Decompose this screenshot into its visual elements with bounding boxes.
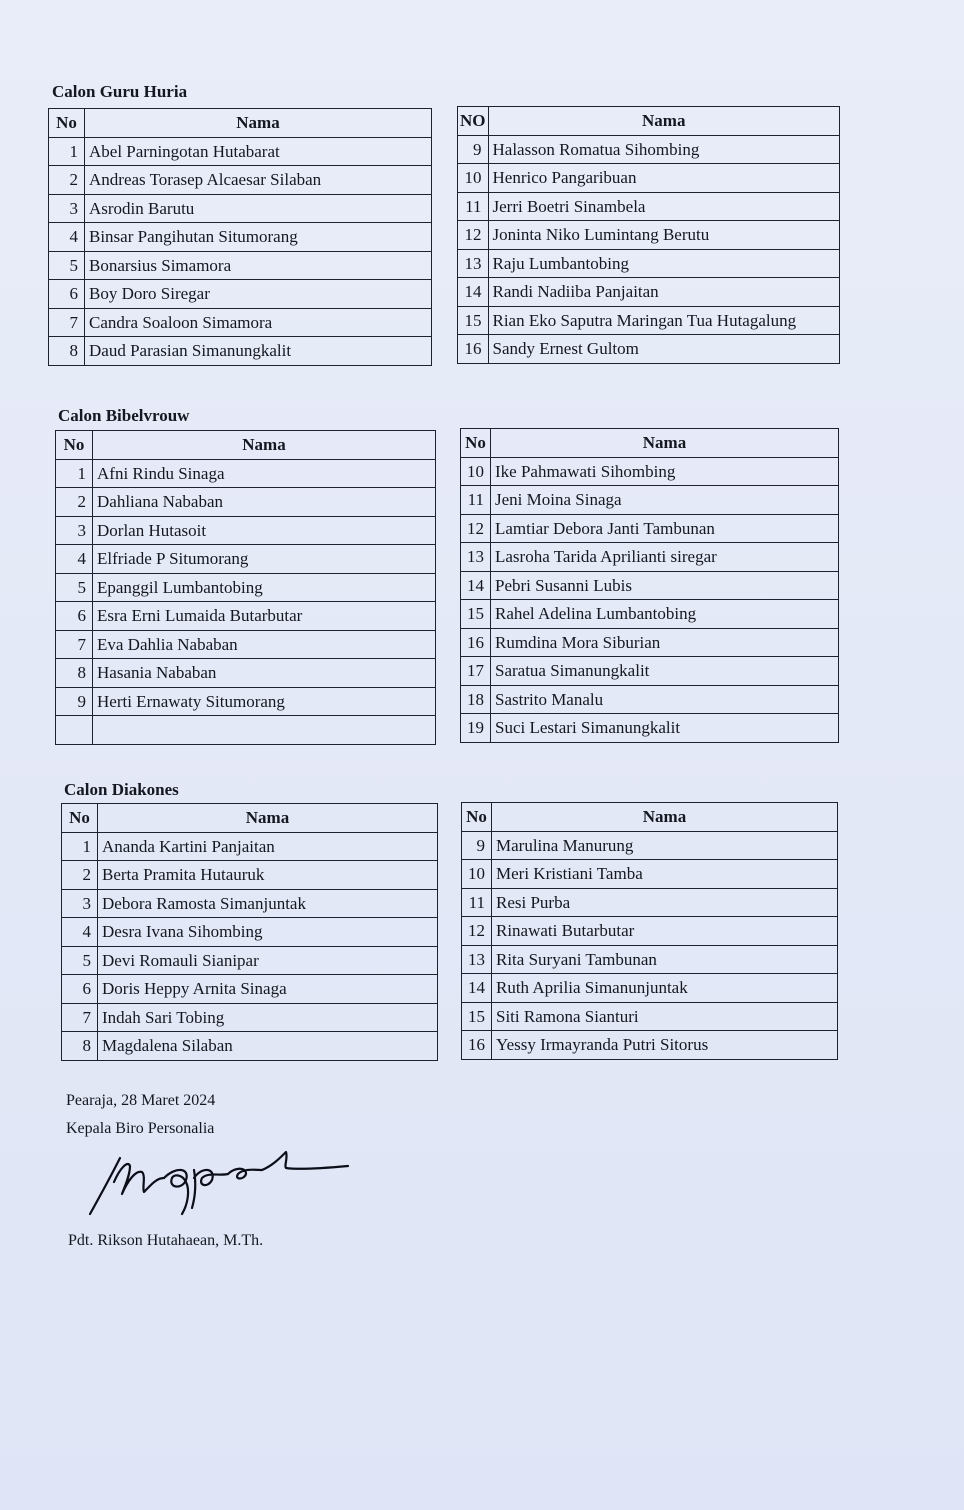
- row-number: 12: [461, 514, 491, 543]
- row-number: 7: [56, 630, 93, 659]
- table-row: [49, 223, 432, 252]
- row-number: 11: [462, 888, 492, 917]
- row-number: 15: [458, 306, 489, 335]
- row-number: 11: [458, 192, 489, 221]
- table-row: [49, 280, 432, 309]
- row-number: 3: [56, 516, 93, 545]
- table-row: [461, 543, 839, 572]
- section-title-diakones: Calon Diakones: [64, 780, 179, 799]
- row-name: Afni Rindu Sinaga: [93, 459, 436, 488]
- table-row: [461, 571, 839, 600]
- table-row: [458, 249, 840, 278]
- table-row: [458, 164, 840, 193]
- row-name: Saratua Simanungkalit: [491, 657, 839, 686]
- table-row: [62, 975, 438, 1004]
- table-row: [56, 602, 436, 631]
- header-no: NO: [458, 107, 489, 136]
- header-no: No: [462, 803, 492, 832]
- table-header-row: [462, 803, 838, 832]
- table-row: [49, 194, 432, 223]
- table-row: [462, 860, 838, 889]
- row-number: 13: [462, 945, 492, 974]
- table-row: [458, 306, 840, 335]
- row-number: 16: [461, 628, 491, 657]
- table-header-row: [458, 107, 840, 136]
- table-row: [56, 459, 436, 488]
- section-title-guru-huria: Calon Guru Huria: [52, 82, 188, 101]
- row-number: 9: [56, 687, 93, 716]
- table-header-row: [56, 431, 436, 460]
- row-number: 9: [462, 831, 492, 860]
- signatory-position: Kepala Biro Personalia: [66, 1120, 215, 1137]
- table-row: [458, 221, 840, 250]
- row-name: Binsar Pangihutan Situmorang: [85, 223, 432, 252]
- row-name: Jerri Boetri Sinambela: [488, 192, 840, 221]
- header-no: No: [56, 431, 93, 460]
- table-row: [56, 488, 436, 517]
- row-number: 7: [49, 308, 85, 337]
- row-number: 2: [56, 488, 93, 517]
- row-number: 1: [62, 832, 98, 861]
- table-row: [461, 657, 839, 686]
- row-number: 10: [458, 164, 489, 193]
- diakones-table-right: [461, 802, 838, 1060]
- row-number: 10: [461, 457, 491, 486]
- row-name: Resi Purba: [492, 888, 838, 917]
- row-name: Rahel Adelina Lumbantobing: [491, 600, 839, 629]
- header-nama: Nama: [98, 804, 438, 833]
- row-name: Dorlan Hutasoit: [93, 516, 436, 545]
- row-name: Daud Parasian Simanungkalit: [85, 337, 432, 366]
- row-name: Joninta Niko Lumintang Berutu: [488, 221, 840, 250]
- row-name: Raju Lumbantobing: [488, 249, 840, 278]
- table-row: [462, 831, 838, 860]
- row-name: Desra Ivana Sihombing: [98, 918, 438, 947]
- row-number: 16: [462, 1031, 492, 1060]
- table-row: [56, 659, 436, 688]
- row-number: 13: [461, 543, 491, 572]
- section-title-bibelvrouw: Calon Bibelvrouw: [58, 406, 190, 425]
- row-number: 4: [56, 545, 93, 574]
- table-row: [458, 135, 840, 164]
- row-name: Halasson Romatua Sihombing: [488, 135, 840, 164]
- row-number: 6: [49, 280, 85, 309]
- row-number: 8: [62, 1032, 98, 1061]
- row-number: 15: [461, 600, 491, 629]
- header-nama: Nama: [488, 107, 840, 136]
- table-row: [56, 630, 436, 659]
- table-row: [49, 308, 432, 337]
- table-row: [461, 457, 839, 486]
- table-row: [461, 600, 839, 629]
- row-number: 5: [49, 251, 85, 280]
- row-name: [93, 716, 436, 745]
- row-name: Indah Sari Tobing: [98, 1003, 438, 1032]
- row-name: Sandy Ernest Gultom: [488, 335, 840, 364]
- header-nama: Nama: [492, 803, 838, 832]
- row-number: 3: [62, 889, 98, 918]
- row-name: Doris Heppy Arnita Sinaga: [98, 975, 438, 1004]
- row-name: Boy Doro Siregar: [85, 280, 432, 309]
- row-name: Candra Soaloon Simamora: [85, 308, 432, 337]
- table-row: [49, 251, 432, 280]
- row-number: 14: [461, 571, 491, 600]
- row-number: 14: [462, 974, 492, 1003]
- header-nama: Nama: [491, 429, 839, 458]
- table-row: [62, 832, 438, 861]
- row-name: Lamtiar Debora Janti Tambunan: [491, 514, 839, 543]
- table-row: [461, 685, 839, 714]
- row-number: 6: [62, 975, 98, 1004]
- row-name: Magdalena Silaban: [98, 1032, 438, 1061]
- row-name: Asrodin Barutu: [85, 194, 432, 223]
- row-name: Eva Dahlia Nababan: [93, 630, 436, 659]
- row-name: Devi Romauli Sianipar: [98, 946, 438, 975]
- handwritten-signature: [86, 1148, 356, 1224]
- bibelvrouw-table-right: [460, 428, 839, 743]
- header-nama: Nama: [93, 431, 436, 460]
- row-number: 14: [458, 278, 489, 307]
- row-number: 8: [49, 337, 85, 366]
- table-row: [458, 335, 840, 364]
- row-name: Ike Pahmawati Sihombing: [491, 457, 839, 486]
- table-row: [56, 716, 436, 745]
- row-number: 13: [458, 249, 489, 278]
- row-name: Ruth Aprilia Simanunjuntak: [492, 974, 838, 1003]
- row-name: Bonarsius Simamora: [85, 251, 432, 280]
- row-name: Rita Suryani Tambunan: [492, 945, 838, 974]
- table-row: [62, 861, 438, 890]
- row-name: Henrico Pangaribuan: [488, 164, 840, 193]
- table-row: [462, 945, 838, 974]
- row-name: Dahliana Nababan: [93, 488, 436, 517]
- row-name: Siti Ramona Sianturi: [492, 1002, 838, 1031]
- row-name: Marulina Manurung: [492, 831, 838, 860]
- table-row: [462, 974, 838, 1003]
- table-row: [462, 1031, 838, 1060]
- row-name: Abel Parningotan Hutabarat: [85, 137, 432, 166]
- row-number: 17: [461, 657, 491, 686]
- row-name: Esra Erni Lumaida Butarbutar: [93, 602, 436, 631]
- row-name: Epanggil Lumbantobing: [93, 573, 436, 602]
- diakones-table-left: [61, 803, 438, 1061]
- header-no: No: [461, 429, 491, 458]
- row-name: Lasroha Tarida Aprilianti siregar: [491, 543, 839, 572]
- row-name: Randi Nadiiba Panjaitan: [488, 278, 840, 307]
- table-header-row: [62, 804, 438, 833]
- row-number: 19: [461, 714, 491, 743]
- row-number: 1: [56, 459, 93, 488]
- row-number: 1: [49, 137, 85, 166]
- row-name: Suci Lestari Simanungkalit: [491, 714, 839, 743]
- guru-huria-table-right: [457, 106, 840, 364]
- table-row: [62, 889, 438, 918]
- row-name: Jeni Moina Sinaga: [491, 486, 839, 515]
- row-number: 16: [458, 335, 489, 364]
- row-number: 2: [49, 166, 85, 195]
- row-number: 4: [62, 918, 98, 947]
- row-name: Meri Kristiani Tamba: [492, 860, 838, 889]
- table-row: [462, 888, 838, 917]
- row-number: 11: [461, 486, 491, 515]
- row-name: Debora Ramosta Simanjuntak: [98, 889, 438, 918]
- table-row: [56, 573, 436, 602]
- row-number: 2: [62, 861, 98, 890]
- header-no: No: [49, 109, 85, 138]
- row-name: Sastrito Manalu: [491, 685, 839, 714]
- table-row: [62, 1003, 438, 1032]
- table-row: [461, 628, 839, 657]
- table-row: [458, 278, 840, 307]
- row-number: 5: [56, 573, 93, 602]
- table-row: [49, 137, 432, 166]
- table-row: [62, 1032, 438, 1061]
- row-name: Ananda Kartini Panjaitan: [98, 832, 438, 861]
- table-row: [62, 918, 438, 947]
- row-name: Rian Eko Saputra Maringan Tua Hutagalung: [488, 306, 840, 335]
- bibelvrouw-table-left: [55, 430, 436, 745]
- table-row: [461, 514, 839, 543]
- table-row: [49, 166, 432, 195]
- table-row: [461, 486, 839, 515]
- table-row: [458, 192, 840, 221]
- row-name: Pebri Susanni Lubis: [491, 571, 839, 600]
- row-name: Yessy Irmayranda Putri Sitorus: [492, 1031, 838, 1060]
- table-row: [462, 917, 838, 946]
- row-number: 4: [49, 223, 85, 252]
- row-number: 12: [462, 917, 492, 946]
- row-number: 9: [458, 135, 489, 164]
- row-number: 18: [461, 685, 491, 714]
- signatory-name: Pdt. Rikson Hutahaean, M.Th.: [68, 1232, 264, 1249]
- header-no: No: [62, 804, 98, 833]
- row-number: [56, 716, 93, 745]
- table-row: [49, 337, 432, 366]
- row-name: Rinawati Butarbutar: [492, 917, 838, 946]
- header-nama: Nama: [85, 109, 432, 138]
- row-number: 8: [56, 659, 93, 688]
- row-name: Herti Ernawaty Situmorang: [93, 687, 436, 716]
- table-row: [56, 545, 436, 574]
- row-number: 7: [62, 1003, 98, 1032]
- row-name: Andreas Torasep Alcaesar Silaban: [85, 166, 432, 195]
- table-row: [56, 687, 436, 716]
- row-number: 5: [62, 946, 98, 975]
- row-number: 6: [56, 602, 93, 631]
- table-row: [56, 516, 436, 545]
- row-number: 3: [49, 194, 85, 223]
- row-number: 15: [462, 1002, 492, 1031]
- row-name: Hasania Nababan: [93, 659, 436, 688]
- row-number: 10: [462, 860, 492, 889]
- table-header-row: [49, 109, 432, 138]
- place-date: Pearaja, 28 Maret 2024: [66, 1092, 216, 1109]
- row-name: Elfriade P Situmorang: [93, 545, 436, 574]
- guru-huria-table-left: [48, 108, 432, 366]
- table-row: [461, 714, 839, 743]
- row-name: Rumdina Mora Siburian: [491, 628, 839, 657]
- table-row: [62, 946, 438, 975]
- table-header-row: [461, 429, 839, 458]
- row-number: 12: [458, 221, 489, 250]
- table-row: [462, 1002, 838, 1031]
- row-name: Berta Pramita Hutauruk: [98, 861, 438, 890]
